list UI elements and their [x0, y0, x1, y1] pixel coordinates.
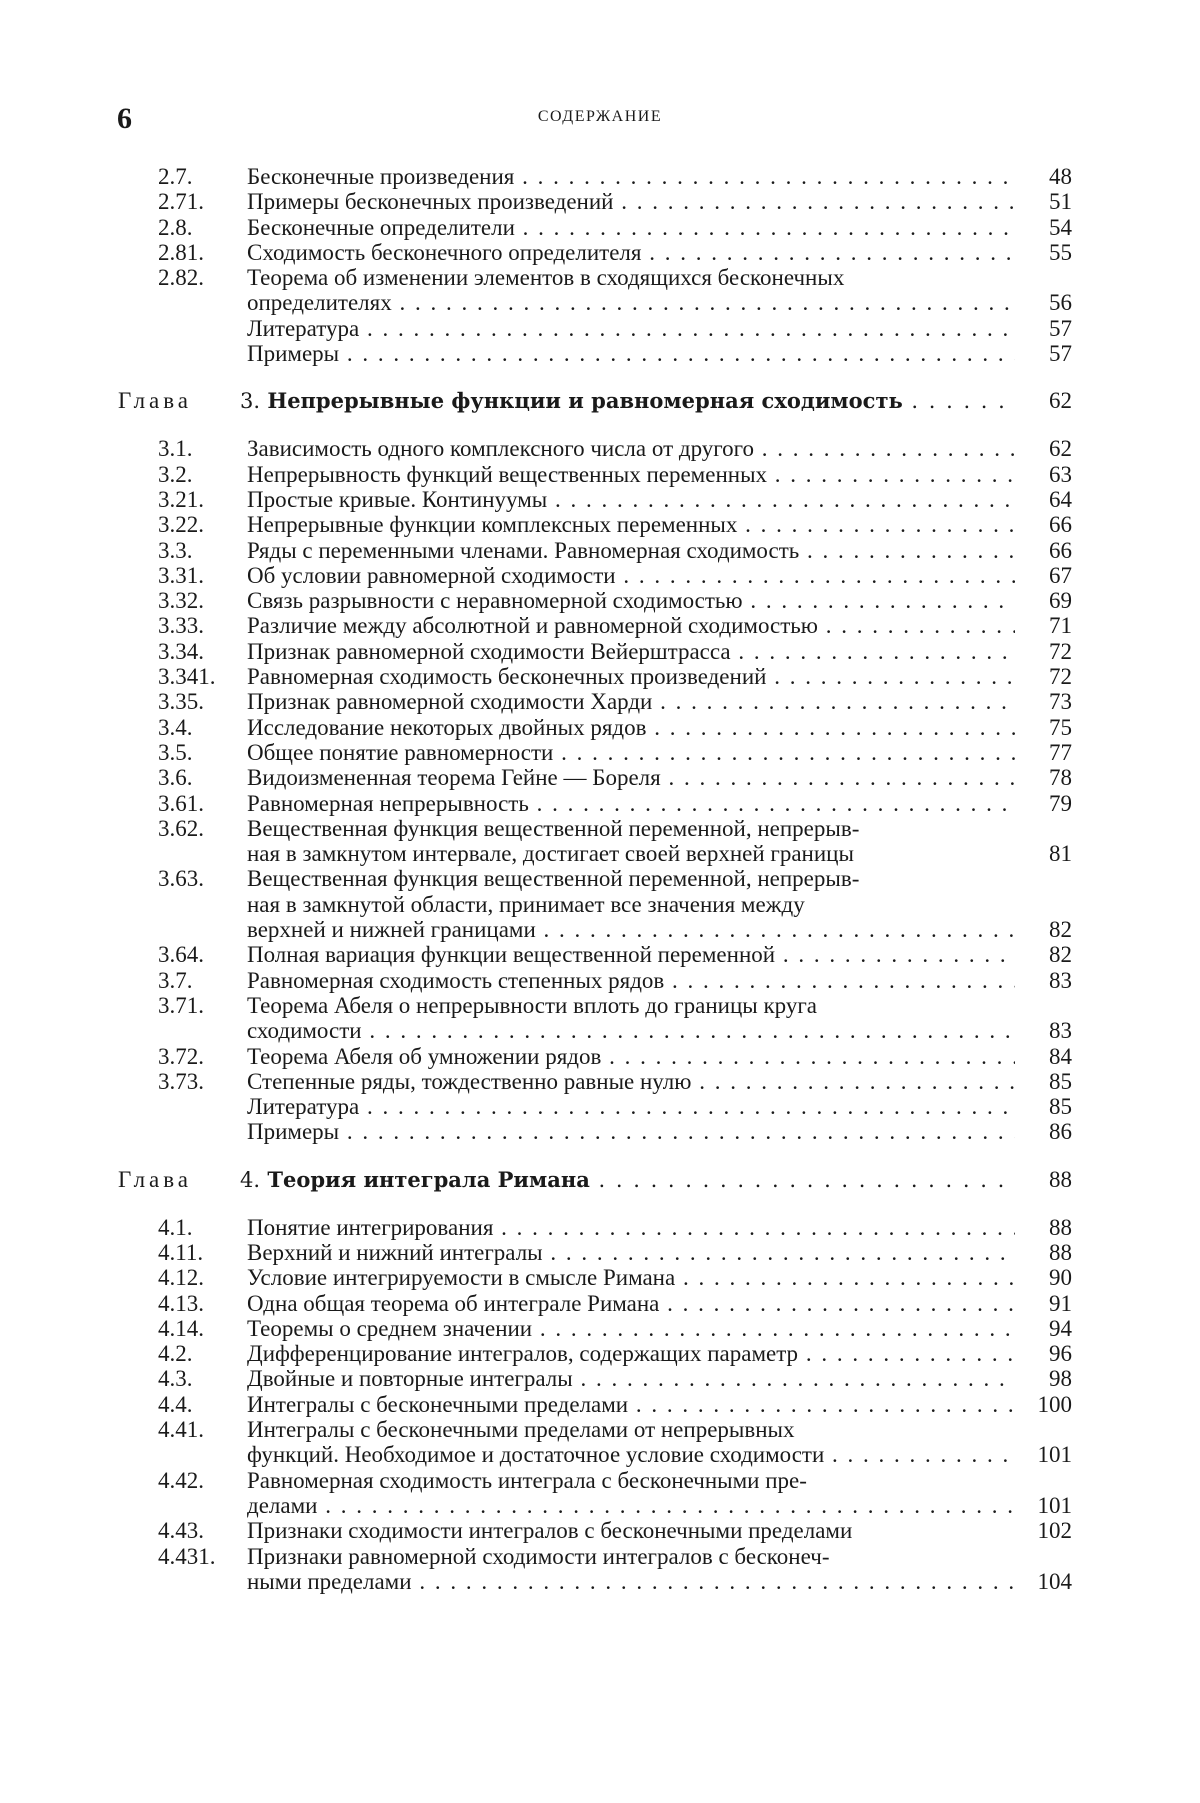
toc-entry-line — [0, 1316, 1200, 1341]
section-number: 3.341. — [158, 664, 216, 690]
chapter-title: Теория интеграла Римана — [267, 1166, 590, 1192]
section-title: Исследование некоторых двойных рядов . . . — [247, 715, 1015, 740]
toc-entry-line — [0, 1240, 1200, 1265]
section-number: 2.81. — [158, 239, 204, 265]
section-title: Литература . . . — [247, 316, 1015, 341]
table-of-contents — [0, 164, 1200, 1594]
page-ref: 75 — [1049, 714, 1072, 740]
section-title: Литература . . . — [247, 1094, 1015, 1119]
page-ref: 86 — [1049, 1119, 1072, 1145]
toc-entry-line — [0, 512, 1200, 537]
toc-entry-line — [0, 892, 1200, 917]
page-ref: 78 — [1049, 765, 1072, 791]
page-ref: 77 — [1049, 739, 1072, 765]
toc-entry-line — [0, 791, 1200, 816]
section-title: Сходимость бесконечного определителя . . . — [247, 240, 1015, 265]
section-number: 3.33. — [158, 613, 204, 639]
toc-entry-line — [0, 968, 1200, 993]
toc-entry-line — [0, 1468, 1200, 1493]
section-number: 4.4. — [158, 1391, 193, 1417]
section-title: Признаки сходимости интегралов с бесконечными пределами — [247, 1518, 853, 1544]
section-title: Примеры . . . — [247, 1119, 1015, 1144]
page-ref: 96 — [1049, 1341, 1072, 1367]
section-title: Бесконечные произведения . . . — [247, 164, 1015, 189]
section-number: 4.1. — [158, 1214, 193, 1240]
section-number: 3.22. — [158, 512, 204, 538]
section-number: 4.11. — [158, 1239, 204, 1265]
toc-entry-line — [0, 189, 1200, 214]
page-ref: 69 — [1049, 588, 1072, 614]
section-title: Равномерная непрерывность . . . — [247, 791, 1015, 816]
section-number: 3.5. — [158, 739, 193, 765]
section-number: 3.71. — [158, 992, 204, 1018]
page-ref: 88 — [1049, 1166, 1072, 1192]
page-ref: 82 — [1049, 917, 1072, 943]
spacer — [0, 1198, 1200, 1215]
chapter-number: 3. — [240, 389, 261, 414]
page-ref: 67 — [1049, 562, 1072, 588]
chapter-number: 4. — [240, 1167, 261, 1192]
section-title: Равномерная сходимость интеграла с бесконечными пре- — [247, 1467, 807, 1493]
section-number: 3.34. — [158, 638, 204, 664]
section-title: Теоремы о среднем значении . . . — [247, 1316, 1015, 1341]
section-number: 3.6. — [158, 765, 193, 791]
section-number: 4.43. — [158, 1518, 204, 1544]
section-title: Зависимость одного комплексного числа от другого . . . — [247, 436, 1015, 461]
page-ref: 48 — [1049, 164, 1072, 189]
page-ref: 94 — [1049, 1315, 1072, 1341]
toc-entry-line — [0, 1417, 1200, 1442]
chapter-heading — [0, 383, 1200, 419]
running-title: СОДЕРЖАНИЕ — [537, 108, 663, 125]
section-title: Примеры бесконечных произведений . . . — [247, 189, 1015, 214]
page-ref: 62 — [1049, 388, 1072, 414]
page-ref: 64 — [1049, 486, 1072, 512]
page-ref: 91 — [1049, 1290, 1072, 1316]
toc-entry-line — [0, 487, 1200, 512]
section-number: 2.7. — [158, 164, 193, 189]
section-title: Степенные ряды, тождественно равные нулю . . . — [247, 1069, 1015, 1094]
toc-entry-line — [0, 1215, 1200, 1240]
chapter-label: Глава — [118, 388, 193, 414]
toc-entry-line — [0, 917, 1200, 942]
page-number: 6 — [117, 102, 132, 135]
toc-entry-line — [0, 1018, 1200, 1043]
section-title: Понятие интегрирования . . . — [247, 1215, 1015, 1240]
section-title: делами . . . — [247, 1493, 1015, 1518]
section-title: Примеры . . . — [247, 341, 1015, 366]
section-title: Признаки равномерной сходимости интегралов с бесконеч- — [247, 1543, 830, 1569]
page-ref: 101 — [1037, 1442, 1072, 1468]
section-title: определителях . . . — [247, 290, 1015, 315]
page-ref: 66 — [1049, 512, 1072, 538]
section-number: 4.2. — [158, 1341, 193, 1367]
page-ref: 102 — [1037, 1518, 1072, 1544]
toc-entry-line — [0, 1544, 1200, 1569]
toc-entry-line — [0, 588, 1200, 613]
toc-entry-line — [0, 942, 1200, 967]
toc-entry-line — [0, 1442, 1200, 1467]
section-title: ными пределами . . . — [247, 1569, 1015, 1594]
toc-entry-line — [0, 765, 1200, 790]
toc-entry-line — [0, 664, 1200, 689]
section-title: Бесконечные определители . . . — [247, 215, 1015, 240]
page-ref: 51 — [1049, 189, 1072, 215]
section-number: 4.13. — [158, 1290, 204, 1316]
chapter-title-line — [240, 1162, 1015, 1198]
section-number: 3.61. — [158, 790, 204, 816]
section-number: 3.35. — [158, 689, 204, 715]
toc-entry-line — [0, 316, 1200, 341]
page-ref: 101 — [1037, 1492, 1072, 1518]
page-ref: 72 — [1049, 638, 1072, 664]
section-title: Общее понятие равномерности . . . — [247, 740, 1015, 765]
section-title: Интегралы с бесконечными пределами от непрерывных — [247, 1417, 795, 1443]
page-ref: 88 — [1049, 1239, 1072, 1265]
page-ref: 62 — [1049, 436, 1072, 462]
page-ref: 66 — [1049, 537, 1072, 563]
section-title: Теорема об изменении элементов в сходящихся бесконечных — [247, 265, 845, 291]
toc-entry-line — [0, 613, 1200, 638]
section-number: 3.3. — [158, 537, 193, 563]
section-title: Различие между абсолютной и равномерной сходимостью . . . — [247, 613, 1015, 638]
toc-entry-line — [0, 1569, 1200, 1594]
section-title: Интегралы с бесконечными пределами . . . — [247, 1392, 1015, 1417]
section-number: 3.62. — [158, 815, 204, 841]
page-ref: 83 — [1049, 967, 1072, 993]
section-title: Условие интегрируемости в смысле Римана . . . — [247, 1265, 1015, 1290]
toc-entry-line — [0, 816, 1200, 841]
toc-entry-line — [0, 436, 1200, 461]
section-number: 2.71. — [158, 189, 204, 215]
toc-entry-line — [0, 1341, 1200, 1366]
section-number: 4.14. — [158, 1315, 204, 1341]
chapter-label: Глава — [118, 1166, 193, 1192]
toc-entry-line — [0, 164, 1200, 189]
toc-entry-line — [0, 866, 1200, 891]
section-title: Связь разрывности с неравномерной сходимостью . . . — [247, 588, 1015, 613]
page-ref: 54 — [1049, 214, 1072, 240]
section-title: Простые кривые. Континуумы . . . — [247, 487, 1015, 512]
page-ref: 79 — [1049, 790, 1072, 816]
page-ref: 88 — [1049, 1214, 1072, 1240]
section-number: 3.2. — [158, 461, 193, 487]
toc-entry-line — [0, 1265, 1200, 1290]
toc-entry-line — [0, 1366, 1200, 1391]
section-title: Теорема Абеля о непрерывности вплоть до границы круга — [247, 992, 817, 1018]
toc-entry-line — [0, 290, 1200, 315]
section-title: функций. Необходимое и достаточное условие сходимости . . . — [247, 1442, 1015, 1467]
toc-entry-line — [0, 993, 1200, 1018]
section-title: ная в замкнутой области, принимает все значения между — [247, 891, 805, 917]
toc-entry-line — [0, 689, 1200, 714]
section-title: Непрерывность функций вещественных переменных . . . — [247, 462, 1015, 487]
page-ref: 63 — [1049, 461, 1072, 487]
page-ref: 57 — [1049, 341, 1072, 367]
section-title: Ряды с переменными членами. Равномерная сходимость . . . — [247, 538, 1015, 563]
toc-entry-line — [0, 740, 1200, 765]
section-number: 3.32. — [158, 588, 204, 614]
page-ref: 85 — [1049, 1094, 1072, 1120]
section-number: 3.4. — [158, 714, 193, 740]
spacer — [0, 1145, 1200, 1162]
section-title: Верхний и нижний интегралы . . . — [247, 1240, 1015, 1265]
section-title: Непрерывные функции комплексных переменных . . . — [247, 512, 1015, 537]
page-ref: 98 — [1049, 1366, 1072, 1392]
section-title: сходимости . . . — [247, 1018, 1015, 1043]
section-number: 3.64. — [158, 942, 204, 968]
section-title: Двойные и повторные интегралы . . . — [247, 1366, 1015, 1391]
chapter-title: Непрерывные функции и равномерная сходимость — [267, 388, 903, 414]
section-title: Вещественная функция вещественной переменной, непрерыв- — [247, 815, 860, 841]
toc-entry-line — [0, 215, 1200, 240]
section-title: верхней и нижней границами . . . — [247, 917, 1015, 942]
section-title: ная в замкнутом интервале, достигает своей верхней границы — [247, 841, 854, 867]
page-ref: 72 — [1049, 664, 1072, 690]
section-number: 4.41. — [158, 1417, 204, 1443]
section-title: Равномерная сходимость степенных рядов . . . — [247, 968, 1015, 993]
section-title: Полная вариация функции вещественной переменной . . . — [247, 942, 1015, 967]
page-ref: 71 — [1049, 613, 1072, 639]
section-number: 3.7. — [158, 967, 193, 993]
toc-entry-line — [0, 265, 1200, 290]
spacer — [0, 366, 1200, 383]
section-number: 3.63. — [158, 866, 204, 892]
page-ref: 56 — [1049, 290, 1072, 316]
page-ref: 90 — [1049, 1265, 1072, 1291]
page-ref: 104 — [1037, 1568, 1072, 1594]
chapter-title-line — [240, 383, 1015, 419]
toc-entry-line — [0, 841, 1200, 866]
toc-entry-line — [0, 1044, 1200, 1069]
section-number: 3.73. — [158, 1068, 204, 1094]
section-title: Дифференцирование интегралов, содержащих параметр . . . — [247, 1341, 1015, 1366]
section-title: Теорема Абеля об умножении рядов . . . — [247, 1044, 1015, 1069]
section-number: 2.8. — [158, 214, 193, 240]
chapter-heading — [0, 1162, 1200, 1198]
toc-entry-line — [0, 1493, 1200, 1518]
toc-entry-line — [0, 1094, 1200, 1119]
toc-entry-line — [0, 240, 1200, 265]
section-title: Признак равномерной сходимости Вейерштрасса . . . — [247, 639, 1015, 664]
toc-entry-line — [0, 462, 1200, 487]
section-number: 4.431. — [158, 1543, 216, 1569]
section-number: 3.21. — [158, 486, 204, 512]
page-ref: 82 — [1049, 942, 1072, 968]
section-title: Видоизмененная теорема Гейне — Бореля . . . — [247, 765, 1015, 790]
section-number: 2.82. — [158, 265, 204, 291]
section-title: Признак равномерной сходимости Харди . . . — [247, 689, 1015, 714]
page-ref: 73 — [1049, 689, 1072, 715]
section-number: 3.72. — [158, 1043, 204, 1069]
page-ref: 85 — [1049, 1068, 1072, 1094]
page-ref: 83 — [1049, 1018, 1072, 1044]
section-number: 3.1. — [158, 436, 193, 462]
toc-entry-line — [0, 563, 1200, 588]
page-ref: 81 — [1049, 841, 1072, 867]
section-number: 4.3. — [158, 1366, 193, 1392]
section-number: 4.42. — [158, 1467, 204, 1493]
page-ref: 84 — [1049, 1043, 1072, 1069]
section-number: 4.12. — [158, 1265, 204, 1291]
section-title: Одна общая теорема об интеграле Римана . . . — [247, 1291, 1015, 1316]
toc-entry-line — [0, 715, 1200, 740]
toc-entry-line — [0, 341, 1200, 366]
toc-entry-line — [0, 538, 1200, 563]
toc-entry-line — [0, 1392, 1200, 1417]
section-title: Об условии равномерной сходимости . . . — [247, 563, 1015, 588]
section-title: Равномерная сходимость бесконечных произведений . . . — [247, 664, 1015, 689]
section-number: 3.31. — [158, 562, 204, 588]
toc-entry-line — [0, 1069, 1200, 1094]
toc-entry-line — [0, 1119, 1200, 1144]
page-ref: 100 — [1037, 1391, 1072, 1417]
spacer — [0, 419, 1200, 436]
section-title: Вещественная функция вещественной переменной, непрерыв- — [247, 866, 860, 892]
page-ref: 57 — [1049, 315, 1072, 341]
toc-entry-line — [0, 639, 1200, 664]
page-ref: 55 — [1049, 239, 1072, 265]
toc-entry-line — [0, 1291, 1200, 1316]
toc-entry-line — [0, 1518, 1200, 1543]
